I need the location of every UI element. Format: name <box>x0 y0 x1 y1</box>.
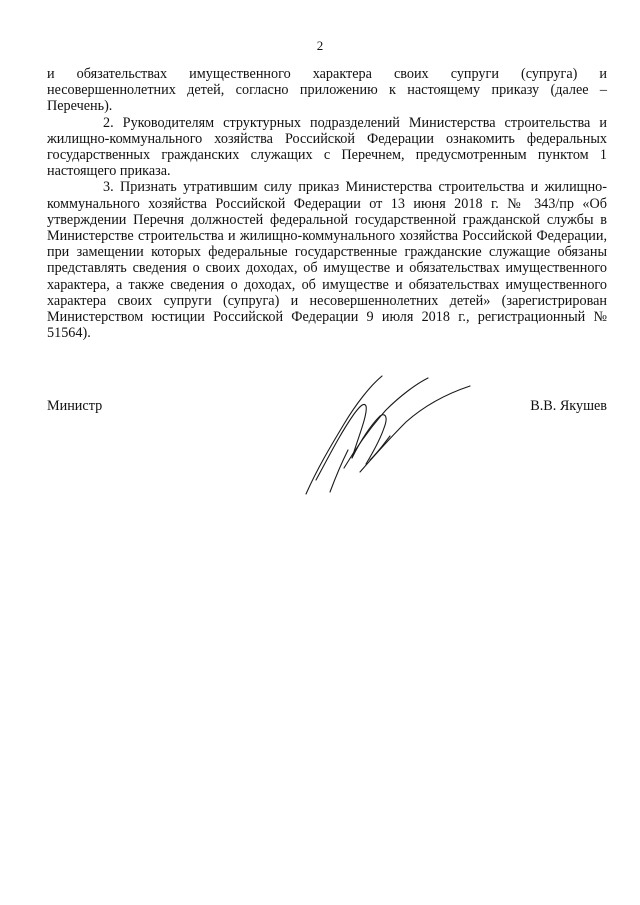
paragraph-2: 2. Руководителям структурных подразделений Министерства строительства и жилищно-коммунального хозяйства Российской Федерации ознакомить федеральных государственных гражданских служащих с Перечнем, предусмотренным пунктом 1 настоящего приказа. <box>47 114 607 180</box>
page-number: 2 <box>316 38 324 53</box>
document-body <box>47 66 607 341</box>
signatory-name: В.В. Якушев <box>530 398 607 414</box>
paragraph-3: 3. Признать утратившим силу приказ Министерства строительства и жилищно-коммунального хозяйства Российской Федерации от 13 июня 2018 г. № 343/пр «Об утверждении Перечня должностей федеральной государственной гражданской службы в Министерстве строительства и жилищно-коммунального хозяйства Российской Федерации, при замещении которых федеральные государственные гражданские служащие обязаны представлять сведения о своих доходах, об имуществе и обязательствах имущественного характера, а также сведения о доходах, об имуществе и обязательствах имущественного характера своих супруги (супруга) и несовершеннолетних детей» (зарегистрирован Министерством юстиции Российской Федерации 9 июля 2018 г., регистрационный № 51564). <box>47 179 607 342</box>
signatory-title: Министр <box>47 398 103 414</box>
handwritten-signature <box>300 372 475 502</box>
paragraph-continuation: и обязательствах имущественного характера своих супруги (супруга) и несовершеннолетних детей, согласно приложению к настоящему приказу (далее – Перечень). <box>47 66 607 115</box>
